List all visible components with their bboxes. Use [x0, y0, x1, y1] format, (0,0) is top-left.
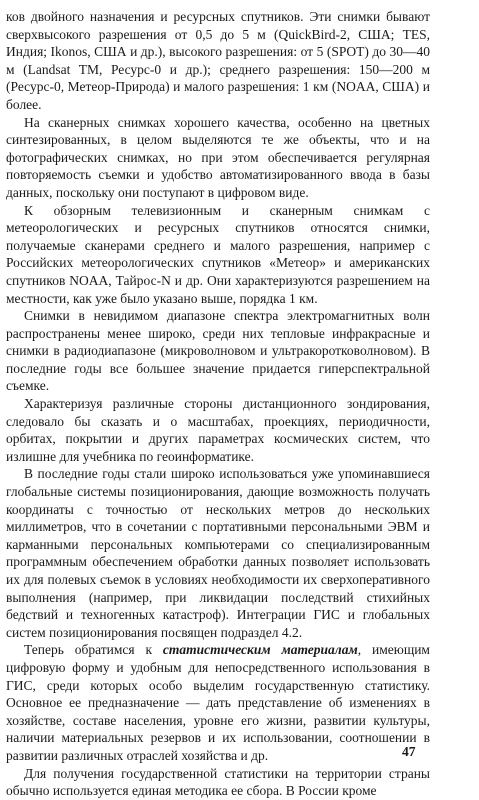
paragraph-6: В последние годы стали широко использоваться уже упоминавшиеся глобальные системы позиционирования, дающие возможность получать координаты с точностью от нескольких метров до нескольких миллиметров, что в сочетании с портативными персональными ЭВМ и карманными персональных компьютерами со специализированным программным обеспечением обработки данных позволяет использовать их для полевых съемок в условиях необходимости их сверхоперативного выполнения (например, при ликвидации последствий стихийных бедствий и техногенных катастроф). Интеграции ГИС и глобальных систем позиционирования посвящен подраздел 4.2. — [6, 466, 430, 640]
paragraph-4: Снимки в невидимом диапазоне спектра электромагнитных волн распространены менее широко, среди них тепловые инфракрасные и снимки в радиодиапазоне (микроволновом и ультракоротковолновом). В последние годы все большее значение придается гиперспектральной съемке. — [6, 308, 430, 394]
paragraph-8: Для получения государственной статистики на территории страны обычно используется единая методика ее сбора. В России кроме — [6, 765, 430, 799]
paragraph-1: ков двойного назначения и ресурсных спутников. Эти снимки бывают сверхвысокого разрешения от 0,5 до 5 м (QuickBird-2, США; TES, Индия; Ikonos, США и др.), высокого разрешения: от 5 (SPOT) до 30—40 м (Landsat TM, Ресурс-0 и др.); среднего разрешения: 150—200 м (Ресурс-0, Метеор-Природа) и малого разрешения: 1 км (NOAA, США) и более. — [6, 9, 430, 112]
paragraph-7-rest: , имеющим цифровую форму и удобным для непосредственного использования в ГИС, среди которых особо выделим государственную статистику. Основное ее предназначение — дать представление об изменениях в хозяйстве, составе населения, уровне его жизни, развитии культуры, наличии материальных резервов и их использовании, соотношении в развитии различных отраслей хозяйства и др. — [6, 642, 430, 763]
paragraph-2: На сканерных снимках хорошего качества, особенно на цветных синтезированных, в целом выделяются те же объекты, что и на фотографических снимках, но при этом обеспечивается регулярная повторяемость съемки и удобство автоматизированного ввода в базы данных, поскольку они поступают в цифровом виде. — [6, 114, 430, 200]
page-number: 47 — [402, 744, 416, 759]
emphasized-term: статистическим материалам — [162, 642, 358, 658]
paragraph-7 — [6, 641, 430, 764]
paragraph-5: Характеризуя различные стороны дистанционного зондирования, следовало бы сказать и о масштабах, проекциях, периодичности, орбитах, покрытии и других параметрах космических систем, что излишне для учебника по геоинформатике. — [6, 396, 430, 464]
page-body — [6, 8, 430, 800]
paragraph-3: К обзорным телевизионным и сканерным снимкам с метеорологических и ресурсных спутников относятся снимки, получаемые сканерами среднего и малого разрешения, например с Российских метеорологических спутников «Метеор» и американских спутников NOAA, Тайрос-N и др. Они характеризуются разрешением на местности, как уже было указано выше, порядка 1 км. — [6, 202, 430, 306]
paragraph-7-lead: Теперь обратимся к — [24, 642, 163, 658]
